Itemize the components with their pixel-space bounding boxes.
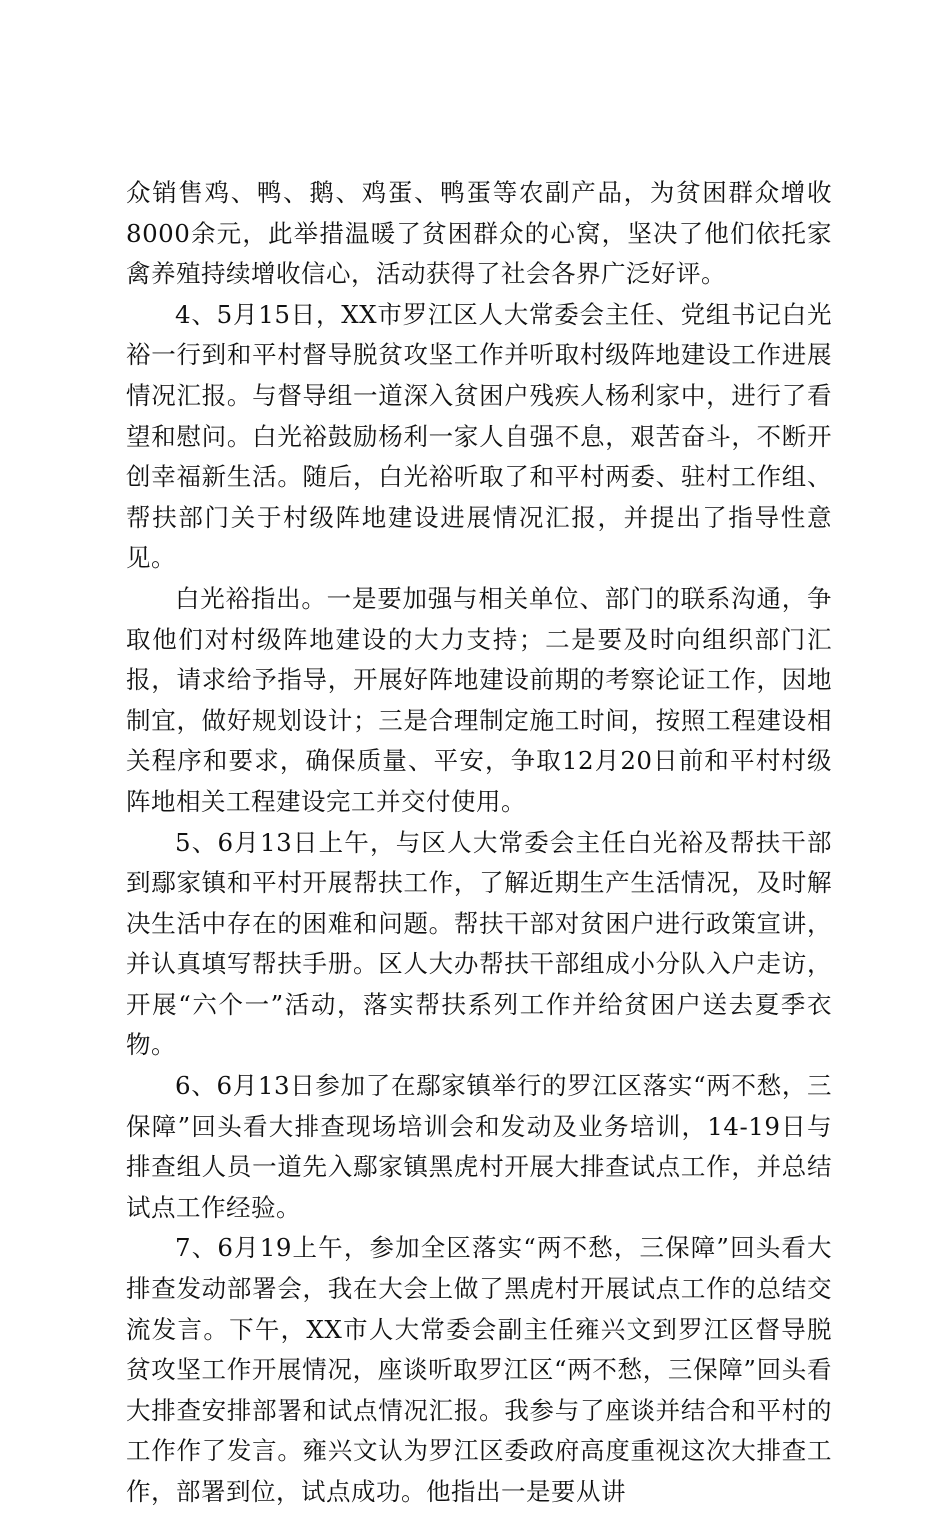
paragraph-item-5: 5、6月13日上午，与区人大常委会主任白光裕及帮扶干部到鄢家镇和平村开展帮扶工作，了解近期生产生活情况，及时解决生活中存在的困难和问题。帮扶干部对贫困户进行政策宣讲，并认真填写帮扶手册。区人大办帮扶干部组成小分队入户走访，开展“六个一”活动，落实帮扶系列工作并给贫困户送去夏季衣物。: [126, 827, 832, 1060]
paragraph-continuation: 众销售鸡、鸭、鹅、鸡蛋、鸭蛋等农副产品，为贫困群众增收8000余元，此举措温暖了贫困群众的心窝，坚决了他们依托家禽养殖持续增收信心，活动获得了社会各界广泛好评。: [126, 178, 832, 289]
paragraph-bai-guangyu-remarks: 白光裕指出。一是要加强与相关单位、部门的联系沟通，争取他们对村级阵地建设的大力支持；二是要及时向组织部门汇报，请求给予指导，开展好阵地建设前期的考察论证工作，因地制宜，做好规划设计；三是合理制定施工时间，按照工程建设相关程序和要求，确保质量、平安，争取12月20日前和平村村级阵地相关工程建设完工并交付使用。: [126, 583, 832, 816]
paragraph-item-4: 4、5月15日，XX市罗江区人大常委会主任、党组书记白光裕一行到和平村督导脱贫攻坚工作并听取村级阵地建设工作进展情况汇报。与督导组一道深入贫困户残疾人杨利家中，进行了看望和慰问。白光裕鼓励杨利一家人自强不息，艰苦奋斗，不断开创幸福新生活。随后，白光裕听取了和平村两委、驻村工作组、帮扶部门关于村级阵地建设进展情况汇报，并提出了指导性意见。: [126, 299, 832, 573]
document-body: [126, 173, 832, 1513]
paragraph-item-6: 6、6月13日参加了在鄢家镇举行的罗江区落实“两不愁，三保障”回头看大排查现场培训会和发动及业务培训，14-19日与排查组人员一道先入鄢家镇黑虎村开展大排查试点工作，并总结试点工作经验。: [126, 1071, 832, 1222]
paragraph-item-7: 7、6月19上午，参加全区落实“两不愁，三保障”回头看大排查发动部署会，我在大会上做了黑虎村开展试点工作的总结交流发言。下午，XX市人大常委会副主任雍兴文到罗江区督导脱贫攻坚工作开展情况，座谈听取罗江区“两不愁，三保障”回头看大排查安排部署和试点情况汇报。我参与了座谈并结合和平村的工作作了发言。雍兴文认为罗江区委政府高度重视这次大排查工作，部署到位，试点成功。他指出一是要从讲: [126, 1233, 832, 1506]
